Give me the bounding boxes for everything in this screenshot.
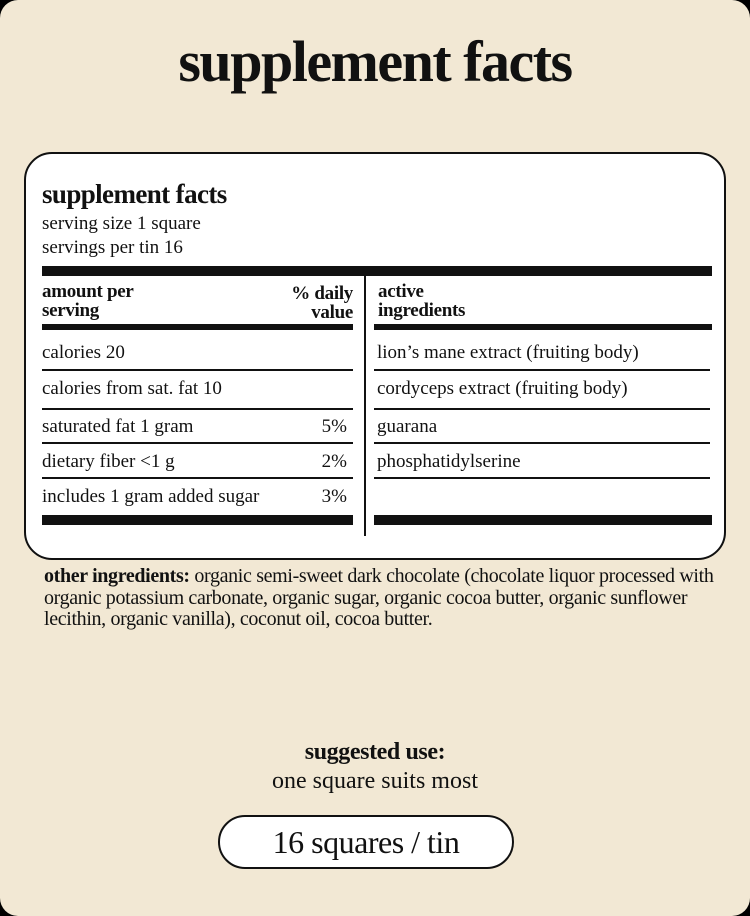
panel-title: supplement facts: [42, 179, 227, 209]
row-divider: [42, 369, 353, 371]
suggested-use-text: one square suits most: [272, 768, 478, 794]
thick-divider-bottom-left: [42, 515, 353, 525]
row-divider: [374, 442, 710, 444]
row-divider: [374, 369, 710, 371]
nutrient-dv: 3%: [321, 486, 347, 507]
row-divider: [42, 442, 353, 444]
serving-size: serving size 1 square: [42, 213, 201, 234]
thick-divider-top: [42, 266, 712, 276]
nutrient-label: calories from sat. fat 10: [42, 378, 222, 399]
squares-per-tin-badge: 16 squares / tin: [218, 815, 514, 869]
header-line: amount per: [42, 281, 134, 302]
suggested-use-label: suggested use:: [304, 739, 446, 765]
header-line: serving: [42, 300, 100, 321]
nutrient-dv: 5%: [321, 416, 347, 437]
ingredient-row: phosphatidylserine: [377, 451, 521, 472]
servings-per-tin: servings per tin 16: [42, 237, 183, 258]
nutrient-row: [42, 342, 347, 364]
nutrient-label: dietary fiber <1 g: [42, 451, 175, 472]
column-divider: [364, 276, 366, 536]
thick-divider-right: [374, 324, 712, 330]
row-divider: [374, 477, 710, 479]
row-divider: [42, 477, 353, 479]
nutrient-row: [42, 378, 347, 400]
header-line: ingredients: [378, 300, 466, 321]
other-ingredients-label: other ingredients:: [44, 565, 190, 587]
ingredient-row: lion’s mane extract (fruiting body): [377, 342, 639, 363]
thick-divider-left: [42, 324, 353, 330]
other-ingredients: [44, 566, 724, 631]
header-line: value: [311, 302, 353, 323]
nutrient-row: [42, 416, 347, 438]
row-divider: [42, 408, 353, 410]
header-daily-value: [226, 284, 353, 322]
supplement-facts-panel: [24, 152, 726, 560]
ingredient-row: cordyceps extract (fruiting body): [377, 378, 628, 399]
ingredient-row: guarana: [377, 416, 438, 437]
header-line: active: [378, 281, 424, 302]
other-ingredients-text: organic semi-sweet dark chocolate (chocolate liquor processed with organic potassium carbonate, organic sugar, organic cocoa butter, organic sunflower lecithin, organic vanilla), coconut oil, cocoa butter.: [44, 565, 714, 630]
nutrient-dv: 2%: [321, 451, 347, 472]
nutrient-label: saturated fat 1 gram: [42, 416, 194, 437]
page-title: supplement facts: [178, 29, 572, 94]
header-amount-per-serving: [42, 282, 133, 320]
nutrient-label: calories 20: [42, 342, 125, 363]
nutrient-row: [42, 451, 347, 473]
row-divider: [374, 408, 710, 410]
header-line: % daily: [291, 283, 353, 304]
nutrient-row: [42, 486, 347, 508]
nutrient-label: includes 1 gram added sugar: [42, 486, 260, 507]
header-active-ingredients: [378, 282, 465, 320]
thick-divider-bottom-right: [374, 515, 712, 525]
